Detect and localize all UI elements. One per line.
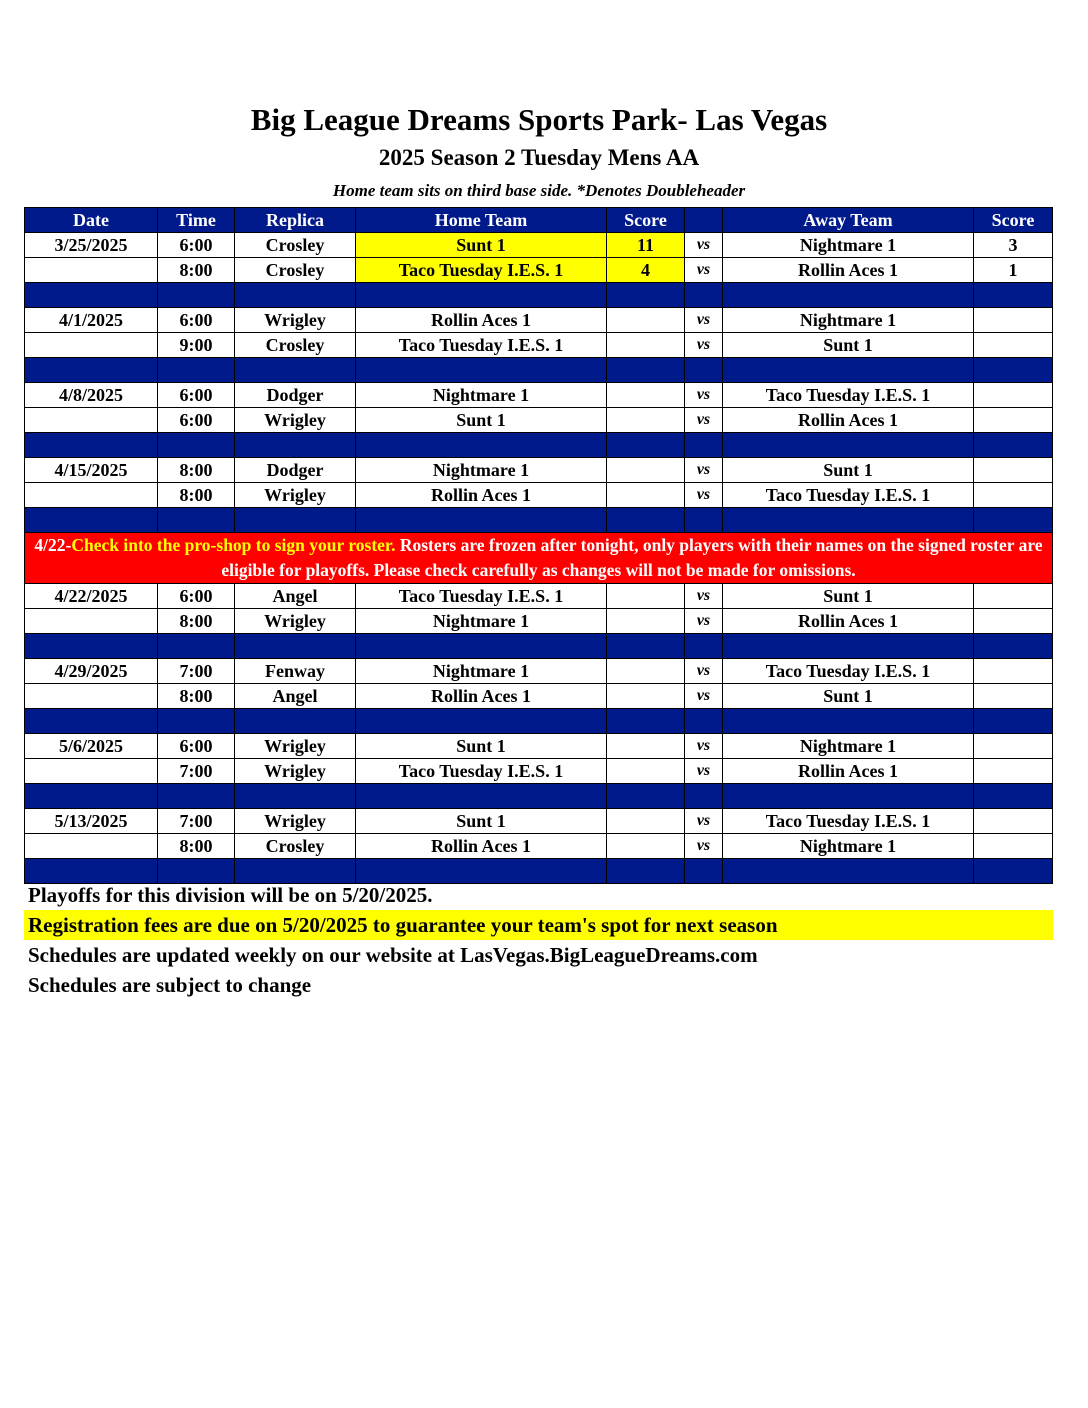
vs-label: vs bbox=[685, 308, 723, 333]
separator-cell bbox=[235, 508, 356, 533]
game-field: Dodger bbox=[235, 383, 356, 408]
game-field: Wrigley bbox=[235, 609, 356, 634]
game-date: 3/25/2025 bbox=[25, 233, 158, 258]
separator-cell bbox=[25, 634, 158, 659]
separator-cell bbox=[607, 358, 685, 383]
home-team: Sunt 1 bbox=[356, 408, 607, 433]
game-row bbox=[25, 483, 1053, 508]
away-score: 3 bbox=[974, 233, 1053, 258]
separator-cell bbox=[25, 508, 158, 533]
column-header-away-score: Score bbox=[974, 208, 1053, 233]
game-row bbox=[25, 458, 1053, 483]
separator-cell bbox=[723, 634, 974, 659]
home-score bbox=[607, 383, 685, 408]
game-time: 8:00 bbox=[158, 458, 235, 483]
schedule-table bbox=[24, 207, 1053, 884]
separator-cell bbox=[25, 784, 158, 809]
home-score bbox=[607, 659, 685, 684]
home-score bbox=[607, 609, 685, 634]
game-row bbox=[25, 759, 1053, 784]
column-header-time: Time bbox=[158, 208, 235, 233]
separator-cell bbox=[974, 433, 1053, 458]
game-date: 5/13/2025 bbox=[25, 809, 158, 834]
away-team: Sunt 1 bbox=[723, 333, 974, 358]
home-score bbox=[607, 333, 685, 358]
vs-label: vs bbox=[685, 734, 723, 759]
separator-cell bbox=[235, 709, 356, 734]
game-field: Crosley bbox=[235, 233, 356, 258]
home-team: Sunt 1 bbox=[356, 233, 607, 258]
away-team: Rollin Aces 1 bbox=[723, 258, 974, 283]
game-field: Angel bbox=[235, 684, 356, 709]
home-score bbox=[607, 483, 685, 508]
game-row bbox=[25, 609, 1053, 634]
separator-cell bbox=[158, 709, 235, 734]
vs-label: vs bbox=[685, 458, 723, 483]
separator-cell bbox=[235, 634, 356, 659]
game-row bbox=[25, 258, 1053, 283]
page-title: Big League Dreams Sports Park- Las Vegas bbox=[250, 102, 828, 137]
game-field: Wrigley bbox=[235, 759, 356, 784]
separator-cell bbox=[235, 433, 356, 458]
vs-label: vs bbox=[685, 759, 723, 784]
schedule-body bbox=[25, 208, 1053, 884]
separator-cell bbox=[158, 358, 235, 383]
separator-cell bbox=[356, 709, 607, 734]
change-note: Schedules are subject to change bbox=[28, 973, 312, 997]
separator-cell bbox=[235, 358, 356, 383]
vs-label: vs bbox=[685, 659, 723, 684]
game-time: 8:00 bbox=[158, 483, 235, 508]
away-score bbox=[974, 333, 1053, 358]
vs-label: vs bbox=[685, 383, 723, 408]
game-time: 7:00 bbox=[158, 809, 235, 834]
game-date: 4/8/2025 bbox=[25, 383, 158, 408]
roster-notice bbox=[25, 533, 1053, 584]
column-header-away-team: Away Team bbox=[723, 208, 974, 233]
game-time: 8:00 bbox=[158, 609, 235, 634]
home-team: Sunt 1 bbox=[356, 809, 607, 834]
away-score bbox=[974, 809, 1053, 834]
game-date bbox=[25, 834, 158, 859]
game-time: 6:00 bbox=[158, 383, 235, 408]
separator-cell bbox=[723, 784, 974, 809]
separator-cell bbox=[158, 433, 235, 458]
away-score bbox=[974, 408, 1053, 433]
away-score bbox=[974, 483, 1053, 508]
game-field: Wrigley bbox=[235, 308, 356, 333]
separator-row bbox=[25, 634, 1053, 659]
game-field: Crosley bbox=[235, 258, 356, 283]
game-field: Dodger bbox=[235, 458, 356, 483]
home-score bbox=[607, 684, 685, 709]
column-header-date: Date bbox=[25, 208, 158, 233]
separator-cell bbox=[25, 358, 158, 383]
home-score: 4 bbox=[607, 258, 685, 283]
away-team: Taco Tuesday I.E.S. 1 bbox=[723, 483, 974, 508]
home-team: Rollin Aces 1 bbox=[356, 483, 607, 508]
separator-cell bbox=[607, 283, 685, 308]
away-team: Rollin Aces 1 bbox=[723, 408, 974, 433]
page-subtitle: 2025 Season 2 Tuesday Mens AA bbox=[378, 145, 700, 170]
game-time: 7:00 bbox=[158, 759, 235, 784]
home-team: Rollin Aces 1 bbox=[356, 834, 607, 859]
separator-cell bbox=[25, 433, 158, 458]
home-team: Rollin Aces 1 bbox=[356, 308, 607, 333]
game-row bbox=[25, 233, 1053, 258]
separator-cell bbox=[356, 283, 607, 308]
separator-cell bbox=[723, 283, 974, 308]
vs-label: vs bbox=[685, 258, 723, 283]
game-time: 7:00 bbox=[158, 659, 235, 684]
away-team: Sunt 1 bbox=[723, 684, 974, 709]
home-team: Sunt 1 bbox=[356, 734, 607, 759]
game-row bbox=[25, 834, 1053, 859]
game-time: 9:00 bbox=[158, 333, 235, 358]
home-team: Rollin Aces 1 bbox=[356, 684, 607, 709]
game-date bbox=[25, 684, 158, 709]
home-score bbox=[607, 834, 685, 859]
column-header-vs bbox=[685, 208, 723, 233]
vs-label: vs bbox=[685, 333, 723, 358]
away-team: Taco Tuesday I.E.S. 1 bbox=[723, 659, 974, 684]
game-date bbox=[25, 408, 158, 433]
separator-row bbox=[25, 709, 1053, 734]
away-score: 1 bbox=[974, 258, 1053, 283]
away-score bbox=[974, 383, 1053, 408]
separator-cell bbox=[685, 433, 723, 458]
game-row bbox=[25, 333, 1053, 358]
game-field: Wrigley bbox=[235, 734, 356, 759]
column-header-replica: Replica bbox=[235, 208, 356, 233]
game-time: 6:00 bbox=[158, 308, 235, 333]
separator-cell bbox=[974, 283, 1053, 308]
separator-cell bbox=[685, 508, 723, 533]
game-date: 4/15/2025 bbox=[25, 458, 158, 483]
away-team: Nightmare 1 bbox=[723, 233, 974, 258]
game-date: 4/1/2025 bbox=[25, 308, 158, 333]
separator-cell bbox=[723, 433, 974, 458]
registration-note: Registration fees are due on 5/20/2025 to guarantee your team's spot for next season bbox=[24, 910, 1053, 940]
home-team: Taco Tuesday I.E.S. 1 bbox=[356, 584, 607, 609]
separator-cell bbox=[607, 784, 685, 809]
game-date bbox=[25, 483, 158, 508]
separator-cell bbox=[974, 508, 1053, 533]
home-score: 11 bbox=[607, 233, 685, 258]
separator-cell bbox=[607, 508, 685, 533]
separator-cell bbox=[607, 433, 685, 458]
separator-cell bbox=[685, 784, 723, 809]
game-field: Crosley bbox=[235, 834, 356, 859]
separator-cell bbox=[356, 358, 607, 383]
separator-cell bbox=[974, 634, 1053, 659]
website-note: Schedules are updated weekly on our website at LasVegas.BigLeagueDreams.com bbox=[28, 943, 758, 967]
home-score bbox=[607, 734, 685, 759]
game-date: 4/22/2025 bbox=[25, 584, 158, 609]
separator-cell bbox=[974, 709, 1053, 734]
separator-cell bbox=[723, 709, 974, 734]
separator-cell bbox=[25, 709, 158, 734]
away-score bbox=[974, 609, 1053, 634]
game-field: Wrigley bbox=[235, 408, 356, 433]
away-score bbox=[974, 308, 1053, 333]
game-field: Wrigley bbox=[235, 809, 356, 834]
home-team-note: Home team sits on third base side. *Denotes Doubleheader bbox=[332, 181, 746, 200]
game-field: Angel bbox=[235, 584, 356, 609]
game-time: 8:00 bbox=[158, 834, 235, 859]
home-team: Nightmare 1 bbox=[356, 659, 607, 684]
notice-highlight: Check into the pro-shop to sign your roster. bbox=[71, 535, 396, 555]
away-score bbox=[974, 584, 1053, 609]
away-team: Rollin Aces 1 bbox=[723, 609, 974, 634]
away-team: Rollin Aces 1 bbox=[723, 759, 974, 784]
away-team: Sunt 1 bbox=[723, 458, 974, 483]
game-date bbox=[25, 258, 158, 283]
away-team: Nightmare 1 bbox=[723, 308, 974, 333]
game-time: 6:00 bbox=[158, 233, 235, 258]
game-time: 8:00 bbox=[158, 684, 235, 709]
column-header-home-score: Score bbox=[607, 208, 685, 233]
separator-cell bbox=[235, 784, 356, 809]
column-header-home-team: Home Team bbox=[356, 208, 607, 233]
separator-cell bbox=[607, 709, 685, 734]
separator-cell bbox=[974, 358, 1053, 383]
vs-label: vs bbox=[685, 584, 723, 609]
game-field: Crosley bbox=[235, 333, 356, 358]
separator-cell bbox=[685, 709, 723, 734]
notice-text: Rosters are frozen after tonight, only players with their names on the signed roster are eligible for playoffs. Please check carefully as changes will not be made for omissions. bbox=[221, 535, 1043, 580]
game-row bbox=[25, 308, 1053, 333]
game-row bbox=[25, 684, 1053, 709]
game-time: 6:00 bbox=[158, 734, 235, 759]
away-score bbox=[974, 734, 1053, 759]
separator-row bbox=[25, 358, 1053, 383]
game-row bbox=[25, 734, 1053, 759]
game-date bbox=[25, 759, 158, 784]
separator-cell bbox=[685, 634, 723, 659]
home-team: Taco Tuesday I.E.S. 1 bbox=[356, 258, 607, 283]
game-row bbox=[25, 584, 1053, 609]
separator-cell bbox=[685, 283, 723, 308]
separator-cell bbox=[356, 433, 607, 458]
table-header-row bbox=[25, 208, 1053, 233]
home-team: Taco Tuesday I.E.S. 1 bbox=[356, 333, 607, 358]
game-date bbox=[25, 609, 158, 634]
away-team: Nightmare 1 bbox=[723, 834, 974, 859]
notice-prefix: 4/22- bbox=[34, 535, 72, 555]
game-time: 8:00 bbox=[158, 258, 235, 283]
away-score bbox=[974, 759, 1053, 784]
separator-cell bbox=[356, 508, 607, 533]
home-team: Nightmare 1 bbox=[356, 609, 607, 634]
home-score bbox=[607, 759, 685, 784]
game-row bbox=[25, 383, 1053, 408]
home-score bbox=[607, 408, 685, 433]
home-score bbox=[607, 458, 685, 483]
home-team: Taco Tuesday I.E.S. 1 bbox=[356, 759, 607, 784]
vs-label: vs bbox=[685, 809, 723, 834]
away-team: Taco Tuesday I.E.S. 1 bbox=[723, 383, 974, 408]
separator-cell bbox=[158, 283, 235, 308]
separator-cell bbox=[723, 358, 974, 383]
away-score bbox=[974, 684, 1053, 709]
vs-label: vs bbox=[685, 408, 723, 433]
away-score bbox=[974, 834, 1053, 859]
separator-cell bbox=[25, 283, 158, 308]
separator-row bbox=[25, 433, 1053, 458]
separator-cell bbox=[974, 784, 1053, 809]
separator-cell bbox=[158, 784, 235, 809]
separator-cell bbox=[158, 634, 235, 659]
vs-label: vs bbox=[685, 684, 723, 709]
away-team: Taco Tuesday I.E.S. 1 bbox=[723, 809, 974, 834]
game-row bbox=[25, 659, 1053, 684]
roster-notice-row bbox=[25, 533, 1053, 584]
separator-cell bbox=[356, 784, 607, 809]
separator-row bbox=[25, 283, 1053, 308]
vs-label: vs bbox=[685, 233, 723, 258]
game-row bbox=[25, 809, 1053, 834]
separator-cell bbox=[158, 508, 235, 533]
vs-label: vs bbox=[685, 609, 723, 634]
away-score bbox=[974, 659, 1053, 684]
home-score bbox=[607, 809, 685, 834]
separator-row bbox=[25, 784, 1053, 809]
home-score bbox=[607, 308, 685, 333]
vs-label: vs bbox=[685, 834, 723, 859]
game-date: 5/6/2025 bbox=[25, 734, 158, 759]
playoffs-note: Playoffs for this division will be on 5/20/2025. bbox=[28, 883, 433, 907]
game-field: Wrigley bbox=[235, 483, 356, 508]
game-time: 6:00 bbox=[158, 408, 235, 433]
separator-cell bbox=[685, 358, 723, 383]
away-score bbox=[974, 458, 1053, 483]
separator-row bbox=[25, 508, 1053, 533]
home-team: Nightmare 1 bbox=[356, 383, 607, 408]
separator-cell bbox=[723, 508, 974, 533]
vs-label: vs bbox=[685, 483, 723, 508]
separator-cell bbox=[356, 634, 607, 659]
game-row bbox=[25, 408, 1053, 433]
away-team: Sunt 1 bbox=[723, 584, 974, 609]
game-field: Fenway bbox=[235, 659, 356, 684]
game-date: 4/29/2025 bbox=[25, 659, 158, 684]
game-date bbox=[25, 333, 158, 358]
away-team: Nightmare 1 bbox=[723, 734, 974, 759]
home-team: Nightmare 1 bbox=[356, 458, 607, 483]
separator-cell bbox=[235, 283, 356, 308]
home-score bbox=[607, 584, 685, 609]
game-time: 6:00 bbox=[158, 584, 235, 609]
separator-cell bbox=[607, 634, 685, 659]
